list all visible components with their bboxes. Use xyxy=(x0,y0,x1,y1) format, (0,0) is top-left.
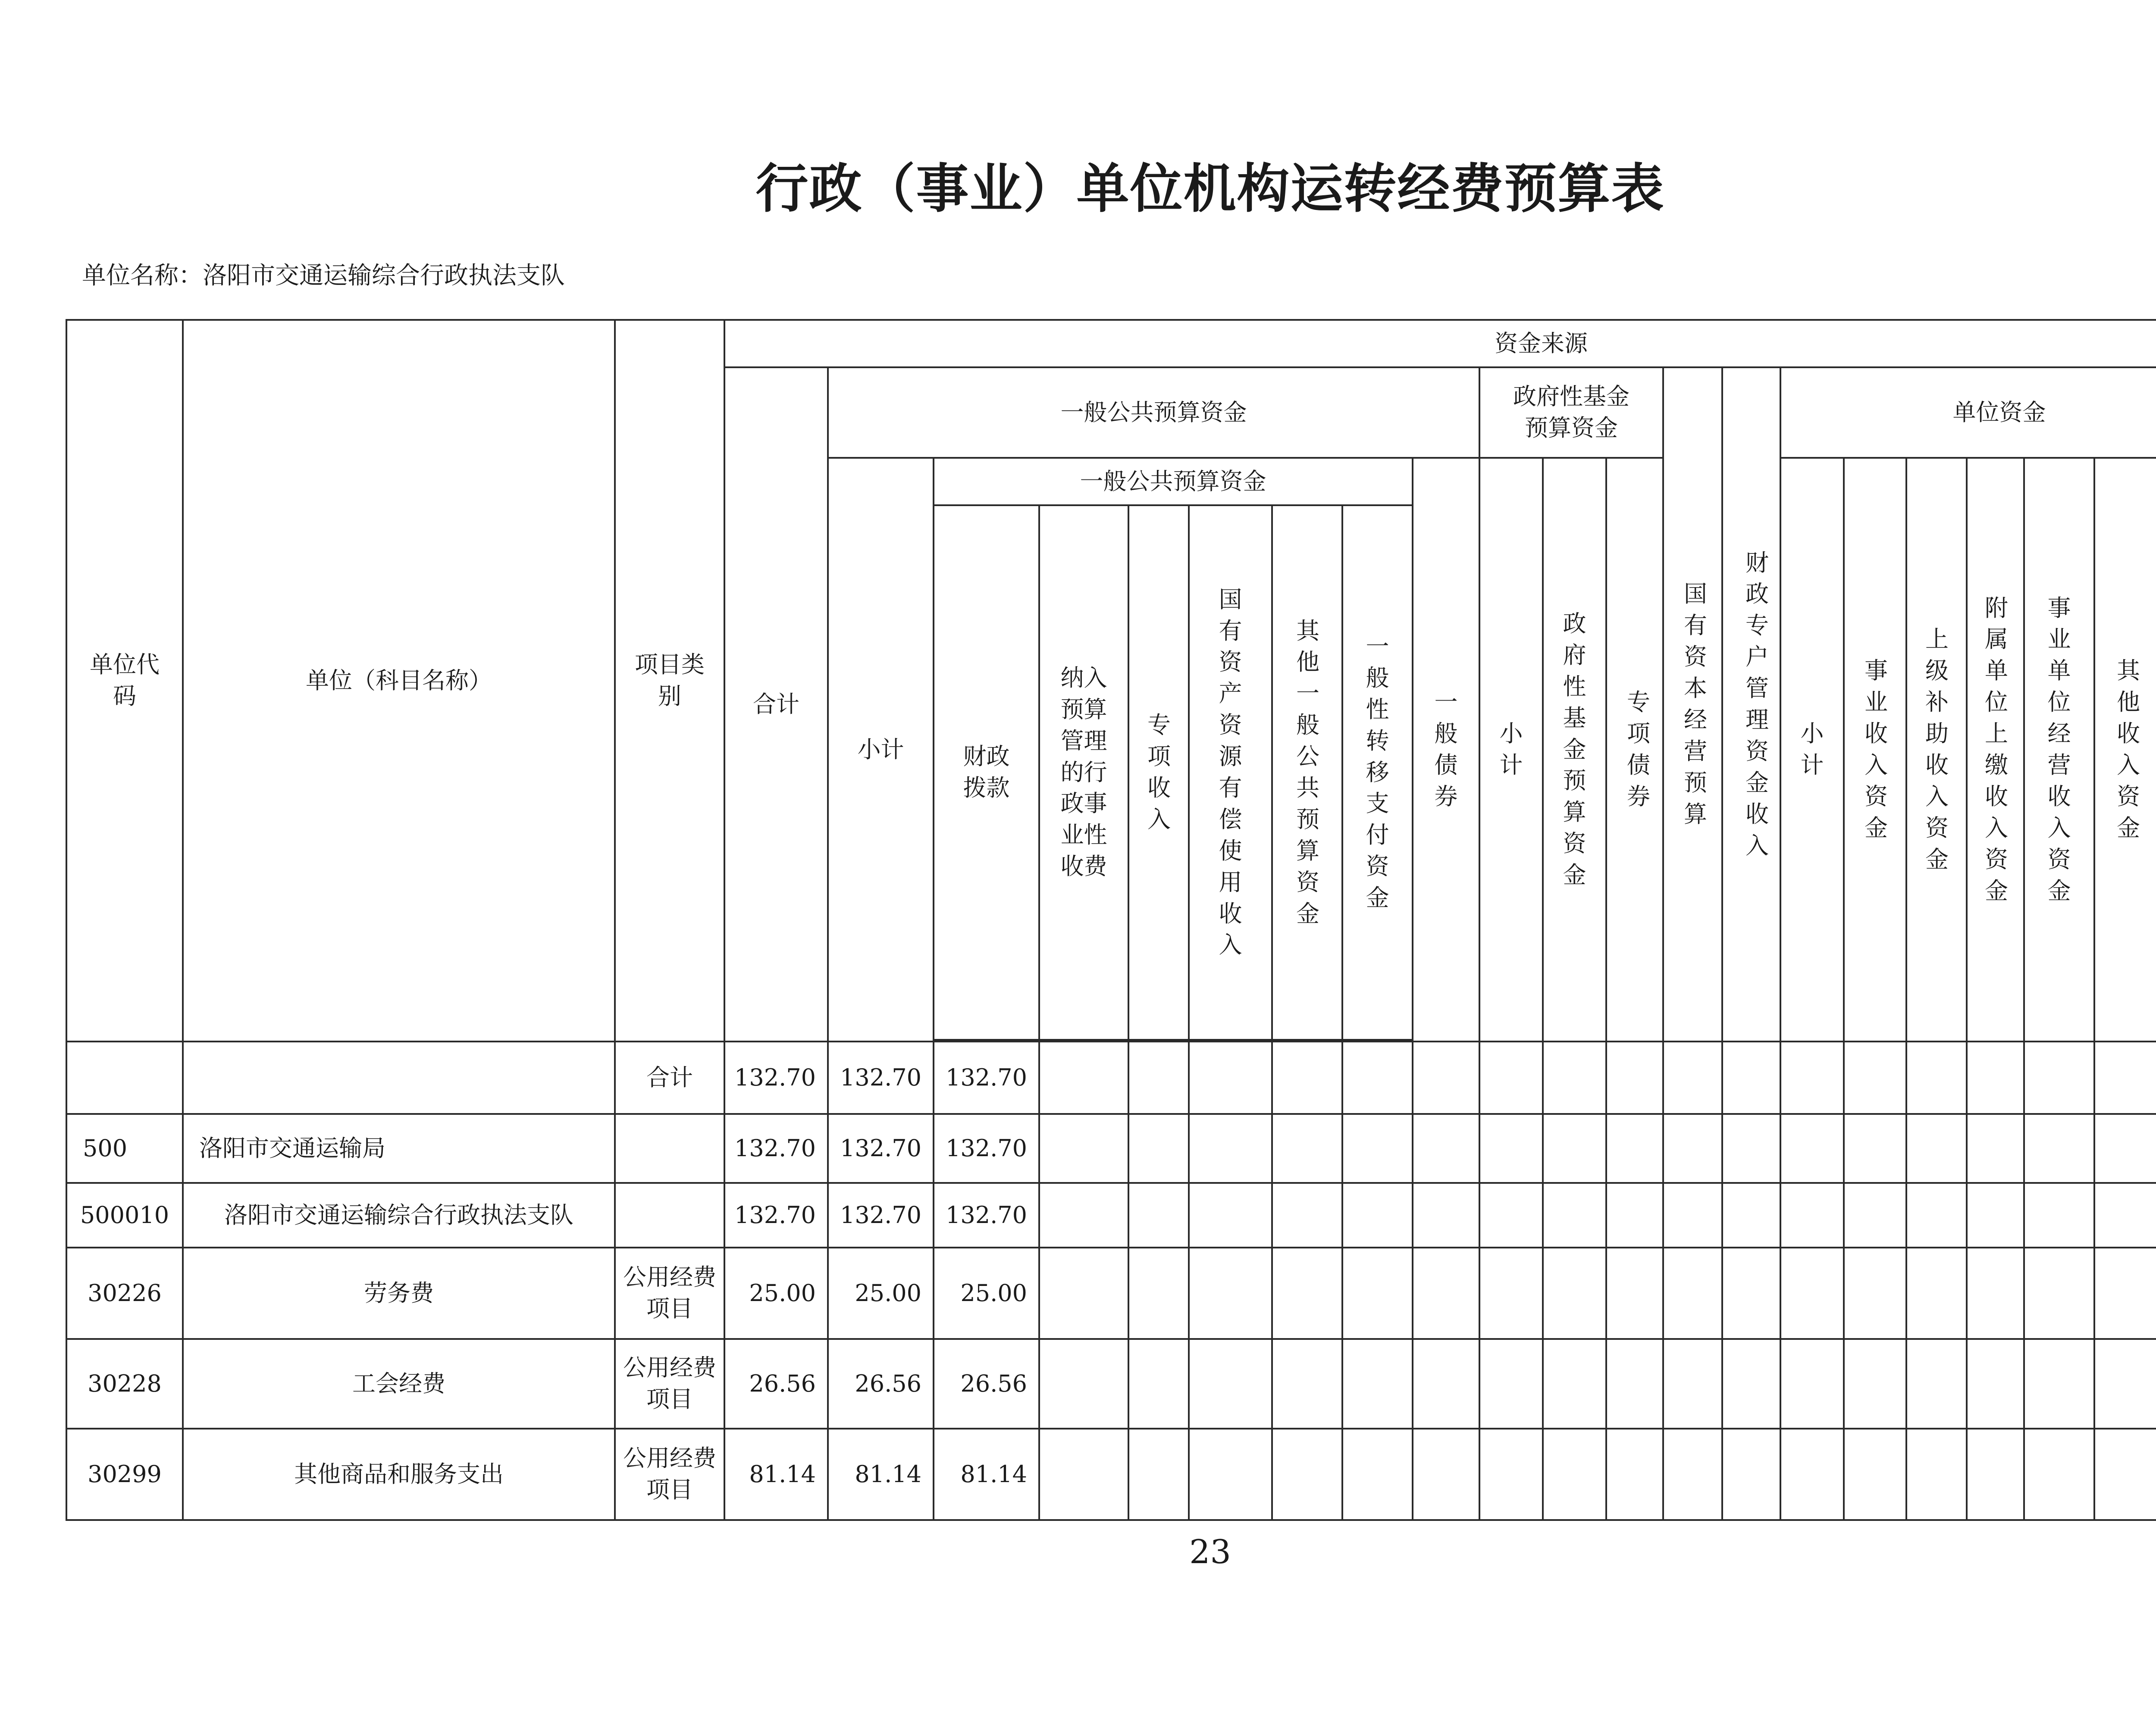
col-header-unit-subtotal: 小计 xyxy=(1780,458,1844,1042)
row-empty-cell xyxy=(1844,1248,1906,1339)
row-empty-cell xyxy=(1906,1339,1967,1429)
row-name: 洛阳市交通运输综合行政执法支队 xyxy=(183,1183,615,1248)
row-empty-cell xyxy=(2094,1042,2156,1114)
col-header-general-public: 一般公共预算资金 xyxy=(828,367,1479,458)
col-header-other-income: 其他收入资金 xyxy=(2094,458,2156,1042)
row-appropriation: 26.56 xyxy=(934,1339,1039,1429)
unit-name: 单位名称：洛阳市交通运输综合行政执法支队 xyxy=(82,262,565,290)
row-empty-cell xyxy=(1413,1429,1479,1520)
row-total: 26.56 xyxy=(724,1339,828,1429)
row-empty-cell xyxy=(1906,1248,1967,1339)
row-empty-cell xyxy=(1663,1429,1722,1520)
row-empty-cell xyxy=(1543,1429,1606,1520)
row-empty-cell xyxy=(1342,1248,1413,1339)
row-empty-cell xyxy=(1606,1339,1663,1429)
row-empty-cell xyxy=(1272,1429,1342,1520)
row-empty-cell xyxy=(1479,1042,1543,1114)
row-empty-cell xyxy=(1967,1429,2024,1520)
col-header-superior-subsidy: 上级补助收入资金 xyxy=(1906,458,1967,1042)
row-type: 公用经费项目 xyxy=(615,1429,724,1520)
col-header-other-general: 其他一般公共预算资金 xyxy=(1272,505,1342,1040)
col-header-special-bond: 专项债券 xyxy=(1606,458,1663,1042)
col-header-state-asset: 国有资产资源有偿使用收入 xyxy=(1189,505,1272,1040)
row-empty-cell xyxy=(1543,1248,1606,1339)
row-empty-cell xyxy=(1606,1429,1663,1520)
col-header-total: 合计 xyxy=(724,367,828,1042)
page-number: 23 xyxy=(1189,1533,1231,1571)
row-empty-cell xyxy=(1906,1114,1967,1183)
row-type: 公用经费项目 xyxy=(615,1339,724,1429)
row-empty-cell xyxy=(1128,1339,1189,1429)
row-empty-cell xyxy=(1844,1183,1906,1248)
row-appropriation: 132.70 xyxy=(934,1114,1039,1183)
row-empty-cell xyxy=(1342,1114,1413,1183)
row-empty-cell xyxy=(1272,1183,1342,1248)
row-empty-cell xyxy=(1413,1248,1479,1339)
row-subtotal: 132.70 xyxy=(828,1183,934,1248)
row-empty-cell xyxy=(2094,1183,2156,1248)
row-empty-cell xyxy=(1606,1248,1663,1339)
row-subtotal: 132.70 xyxy=(828,1114,934,1183)
row-empty-cell xyxy=(2094,1339,2156,1429)
row-empty-cell xyxy=(1906,1429,1967,1520)
row-empty-cell xyxy=(1967,1042,2024,1114)
row-empty-cell xyxy=(1606,1183,1663,1248)
row-empty-cell xyxy=(1722,1042,1780,1114)
row-empty-cell xyxy=(1189,1429,1272,1520)
row-empty-cell xyxy=(1663,1183,1722,1248)
row-empty-cell xyxy=(1128,1042,1189,1114)
row-empty-cell xyxy=(1272,1042,1342,1114)
row-empty-cell xyxy=(1844,1042,1906,1114)
table-row xyxy=(66,1429,2156,1520)
row-empty-cell xyxy=(1967,1183,2024,1248)
row-empty-cell xyxy=(1606,1042,1663,1114)
row-name: 工会经费 xyxy=(183,1339,615,1429)
col-header-subtotal: 小计 xyxy=(828,458,934,1042)
row-empty-cell xyxy=(1039,1042,1128,1114)
row-empty-cell xyxy=(1189,1114,1272,1183)
row-subtotal: 132.70 xyxy=(828,1042,934,1114)
row-empty-cell xyxy=(1663,1339,1722,1429)
row-code: 30226 xyxy=(66,1248,183,1339)
row-empty-cell xyxy=(1906,1183,1967,1248)
table-row xyxy=(66,1248,2156,1339)
table-row xyxy=(66,1114,2156,1183)
row-empty-cell xyxy=(1780,1248,1844,1339)
row-empty-cell xyxy=(1479,1183,1543,1248)
row-code: 500010 xyxy=(66,1183,183,1248)
row-empty-cell xyxy=(1189,1339,1272,1429)
row-type xyxy=(615,1183,724,1248)
row-empty-cell xyxy=(1663,1114,1722,1183)
col-header-transfer: 一般性转移支付资金 xyxy=(1342,505,1413,1040)
row-empty-cell xyxy=(1342,1429,1413,1520)
row-empty-cell xyxy=(1543,1042,1606,1114)
row-empty-cell xyxy=(1844,1339,1906,1429)
row-empty-cell xyxy=(1543,1183,1606,1248)
row-empty-cell xyxy=(1663,1248,1722,1339)
table-row xyxy=(66,1042,2156,1114)
row-subtotal: 25.00 xyxy=(828,1248,934,1339)
budget-table xyxy=(66,319,2156,1521)
row-empty-cell xyxy=(2094,1429,2156,1520)
row-empty-cell xyxy=(1128,1183,1189,1248)
table-row xyxy=(66,1183,2156,1248)
row-name xyxy=(183,1042,615,1114)
row-empty-cell xyxy=(1663,1042,1722,1114)
row-empty-cell xyxy=(1039,1339,1128,1429)
row-empty-cell xyxy=(2094,1248,2156,1339)
row-empty-cell xyxy=(1967,1248,2024,1339)
row-empty-cell xyxy=(1722,1114,1780,1183)
col-header-admin-fees: 纳入预算管理的行政事业性收费 xyxy=(1039,505,1128,1040)
row-name: 洛阳市交通运输局 xyxy=(183,1114,615,1183)
col-header-name: 单位（科目名称） xyxy=(183,320,615,1042)
row-empty-cell xyxy=(1413,1339,1479,1429)
row-empty-cell xyxy=(1039,1114,1128,1183)
col-header-funds-source: 资金来源 xyxy=(724,320,2156,367)
row-empty-cell xyxy=(1479,1429,1543,1520)
row-empty-cell xyxy=(1780,1042,1844,1114)
col-header-special-income: 专项收入 xyxy=(1128,505,1189,1040)
row-subtotal: 26.56 xyxy=(828,1339,934,1429)
row-total: 132.70 xyxy=(724,1183,828,1248)
row-empty-cell xyxy=(1780,1339,1844,1429)
col-header-gov-subtotal: 小计 xyxy=(1479,458,1543,1042)
table-row xyxy=(66,1339,2156,1429)
row-empty-cell xyxy=(2024,1114,2094,1183)
row-empty-cell xyxy=(2024,1339,2094,1429)
row-empty-cell xyxy=(1844,1429,1906,1520)
row-code: 30299 xyxy=(66,1429,183,1520)
col-header-affiliate-income: 附属单位上缴收入资金 xyxy=(1967,458,2024,1042)
row-appropriation: 25.00 xyxy=(934,1248,1039,1339)
row-empty-cell xyxy=(1967,1114,2024,1183)
page-title: 行政（事业）单位机构运转经费预算表 xyxy=(755,158,1665,219)
row-appropriation: 132.70 xyxy=(934,1183,1039,1248)
row-code xyxy=(66,1042,183,1114)
row-name: 劳务费 xyxy=(183,1248,615,1339)
row-empty-cell xyxy=(1844,1114,1906,1183)
row-empty-cell xyxy=(1543,1114,1606,1183)
row-total: 132.70 xyxy=(724,1114,828,1183)
row-subtotal: 81.14 xyxy=(828,1429,934,1520)
row-empty-cell xyxy=(1128,1114,1189,1183)
row-total: 81.14 xyxy=(724,1429,828,1520)
col-header-gov-fund: 政府性基金预算资金 xyxy=(1479,367,1663,458)
row-empty-cell xyxy=(1543,1339,1606,1429)
row-empty-cell xyxy=(1479,1248,1543,1339)
col-header-code: 单位代码 xyxy=(66,320,183,1042)
table-header xyxy=(66,320,2156,1042)
row-total: 25.00 xyxy=(724,1248,828,1339)
row-empty-cell xyxy=(2024,1183,2094,1248)
row-empty-cell xyxy=(1272,1114,1342,1183)
row-empty-cell xyxy=(2024,1042,2094,1114)
row-empty-cell xyxy=(1272,1339,1342,1429)
row-total: 132.70 xyxy=(724,1042,828,1114)
col-header-special-account: 财政专户管理资金收入 xyxy=(1722,367,1780,1042)
row-empty-cell xyxy=(1606,1114,1663,1183)
row-empty-cell xyxy=(1413,1042,1479,1114)
col-header-appropriation: 财政拨款 xyxy=(934,505,1039,1040)
col-header-general-public-sub: 一般公共预算资金 xyxy=(934,458,1413,505)
row-type xyxy=(615,1114,724,1183)
row-empty-cell xyxy=(1189,1248,1272,1339)
row-empty-cell xyxy=(1039,1429,1128,1520)
row-empty-cell xyxy=(1780,1114,1844,1183)
row-empty-cell xyxy=(1128,1248,1189,1339)
row-empty-cell xyxy=(2094,1114,2156,1183)
row-empty-cell xyxy=(1189,1183,1272,1248)
row-code: 30228 xyxy=(66,1339,183,1429)
row-empty-cell xyxy=(1967,1339,2024,1429)
row-empty-cell xyxy=(1128,1429,1189,1520)
row-empty-cell xyxy=(1189,1042,1272,1114)
row-empty-cell xyxy=(2024,1248,2094,1339)
col-header-general-bond: 一般债券 xyxy=(1413,458,1479,1042)
row-name: 其他商品和服务支出 xyxy=(183,1429,615,1520)
row-empty-cell xyxy=(1780,1429,1844,1520)
row-empty-cell xyxy=(1906,1042,1967,1114)
row-empty-cell xyxy=(1342,1339,1413,1429)
row-empty-cell xyxy=(2024,1429,2094,1520)
col-header-gov-fund-budget: 政府性基金预算资金 xyxy=(1543,458,1606,1042)
row-empty-cell xyxy=(1342,1183,1413,1248)
row-empty-cell xyxy=(1039,1248,1128,1339)
row-empty-cell xyxy=(1722,1183,1780,1248)
row-empty-cell xyxy=(1479,1114,1543,1183)
row-empty-cell xyxy=(1479,1339,1543,1429)
row-empty-cell xyxy=(1272,1248,1342,1339)
row-code: 500 xyxy=(66,1114,183,1183)
row-appropriation: 132.70 xyxy=(934,1042,1039,1114)
col-header-operating-income: 事业单位经营收入资金 xyxy=(2024,458,2094,1042)
row-empty-cell xyxy=(1342,1042,1413,1114)
row-empty-cell xyxy=(1413,1114,1479,1183)
table-body xyxy=(66,1042,2156,1520)
row-type: 公用经费项目 xyxy=(615,1248,724,1339)
row-empty-cell xyxy=(1722,1429,1780,1520)
col-header-unit-funds: 单位资金 xyxy=(1780,367,2156,458)
row-empty-cell xyxy=(1722,1339,1780,1429)
row-empty-cell xyxy=(1413,1183,1479,1248)
row-empty-cell xyxy=(1039,1183,1128,1248)
col-header-type: 项目类别 xyxy=(615,320,724,1042)
row-appropriation: 81.14 xyxy=(934,1429,1039,1520)
row-empty-cell xyxy=(1780,1183,1844,1248)
col-header-state-capital: 国有资本经营预算 xyxy=(1663,367,1722,1042)
row-type: 合计 xyxy=(615,1042,724,1114)
col-header-business-income: 事业收入资金 xyxy=(1844,458,1906,1042)
row-empty-cell xyxy=(1722,1248,1780,1339)
